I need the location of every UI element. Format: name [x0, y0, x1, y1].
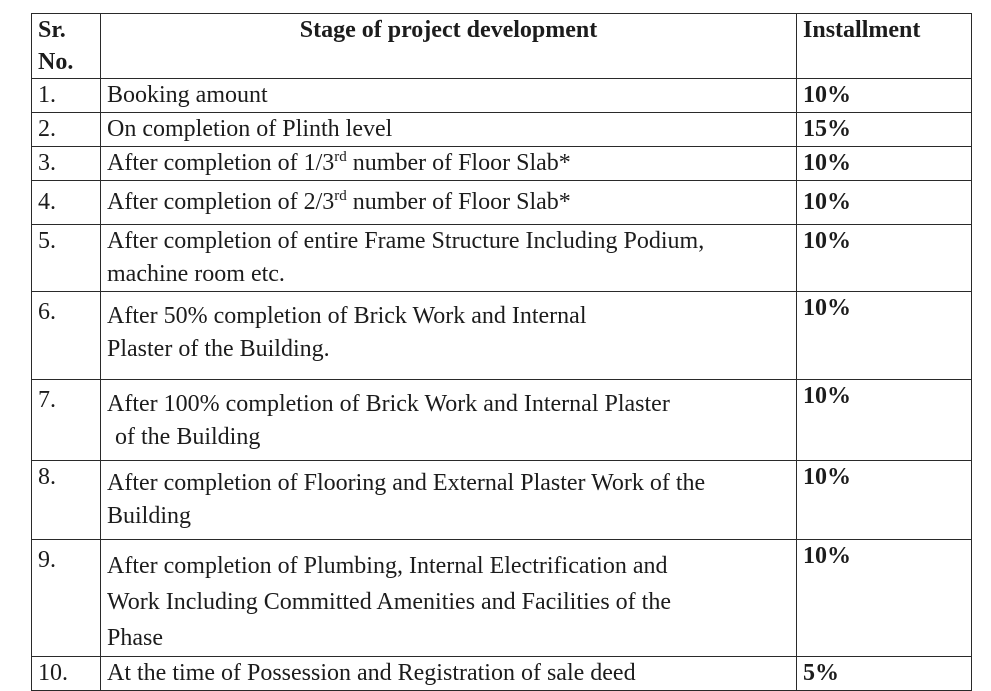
- row-stage: [101, 225, 797, 292]
- row-stage: [101, 380, 797, 461]
- table-row: [32, 79, 972, 113]
- stage-line: Plaster of the Building.: [107, 336, 330, 362]
- table-row: [32, 292, 972, 380]
- row-stage: [101, 292, 797, 380]
- stage-line: After completion of Plumbing, Internal Electrification and: [107, 553, 668, 579]
- row-installment: 10%: [797, 147, 972, 181]
- stage-line: Work Including Committed Amenities and Facilities of the: [107, 589, 671, 615]
- payment-schedule-document: [31, 13, 971, 691]
- row-installment: 10%: [797, 380, 972, 461]
- table-row: [32, 147, 972, 181]
- row-installment: 5%: [797, 657, 972, 691]
- row-sr-no: 6.: [32, 292, 101, 380]
- header-installment: Installment: [797, 14, 972, 79]
- header-stage: Stage of project development: [101, 14, 797, 79]
- row-installment: 15%: [797, 113, 972, 147]
- row-installment: 10%: [797, 225, 972, 292]
- stage-text-start: After completion of 1/3: [107, 150, 335, 176]
- row-stage: Booking amount: [101, 79, 797, 113]
- row-sr-no: 9.: [32, 540, 101, 657]
- row-sr-no: 2.: [32, 113, 101, 147]
- stage-text-end: number of Floor Slab*: [346, 150, 571, 176]
- header-sr-no: Sr. No.: [32, 14, 101, 79]
- row-stage: On completion of Plinth level: [101, 113, 797, 147]
- ordinal-superscript: rd: [334, 149, 347, 165]
- row-sr-no: 3.: [32, 147, 101, 181]
- row-installment: 10%: [797, 461, 972, 540]
- stage-line: After 50% completion of Brick Work and Internal: [107, 303, 587, 329]
- stage-line: Phase: [107, 625, 163, 651]
- stage-line: After completion of entire Frame Structure Including Podium,: [107, 228, 705, 254]
- row-stage: [101, 461, 797, 540]
- row-stage: [101, 540, 797, 657]
- stage-text-end: number of Floor Slab*: [346, 189, 571, 215]
- table-row: [32, 225, 972, 292]
- table-row: [32, 181, 972, 225]
- table-header-row: [32, 14, 972, 79]
- row-stage: [101, 147, 797, 181]
- row-sr-no: 7.: [32, 380, 101, 461]
- table-row: [32, 540, 972, 657]
- row-sr-no: 1.: [32, 79, 101, 113]
- stage-line: After completion of Flooring and External Plaster Work of the: [107, 470, 706, 496]
- row-stage: At the time of Possession and Registration of sale deed: [101, 657, 797, 691]
- ordinal-superscript: rd: [334, 188, 347, 204]
- row-sr-no: 8.: [32, 461, 101, 540]
- stage-line: machine room etc.: [107, 261, 285, 287]
- stage-line: After 100% completion of Brick Work and Internal Plaster: [107, 391, 670, 417]
- table-row: [32, 380, 972, 461]
- row-stage: [101, 181, 797, 225]
- row-installment: 10%: [797, 79, 972, 113]
- row-installment: 10%: [797, 292, 972, 380]
- table-row: [32, 113, 972, 147]
- table-row: [32, 657, 972, 691]
- row-sr-no: 4.: [32, 181, 101, 225]
- row-installment: 10%: [797, 540, 972, 657]
- stage-text-start: After completion of 2/3: [107, 189, 335, 215]
- stage-line: of the Building: [115, 424, 261, 450]
- stage-line: Building: [107, 503, 192, 529]
- row-sr-no: 10.: [32, 657, 101, 691]
- row-installment: 10%: [797, 181, 972, 225]
- payment-schedule-table: [31, 13, 972, 691]
- row-sr-no: 5.: [32, 225, 101, 292]
- table-row: [32, 461, 972, 540]
